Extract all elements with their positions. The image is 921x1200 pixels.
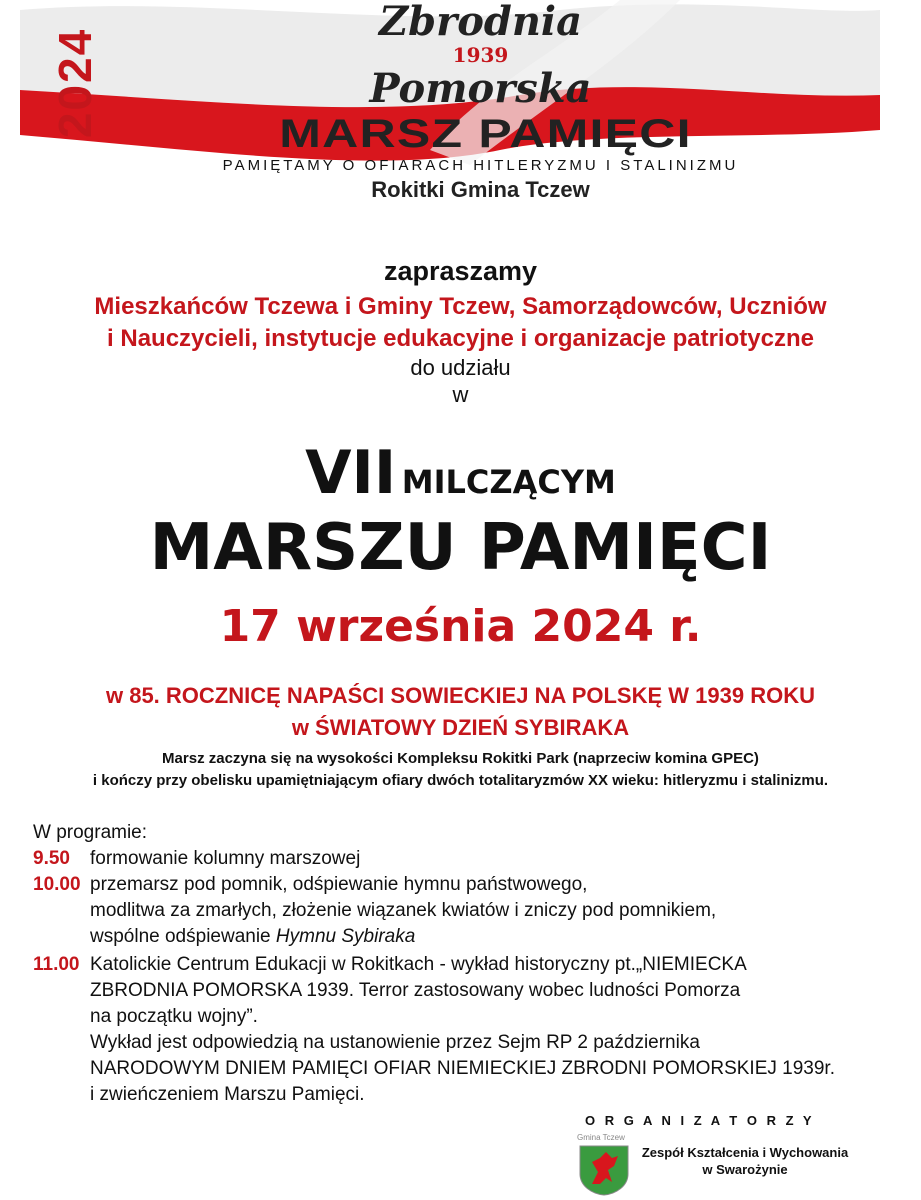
organizer-name-line1: Zespół Kształcenia i Wychowania <box>641 1145 849 1160</box>
march-title: MARSZ PAMIĘCI <box>279 112 692 156</box>
program-line <box>90 924 415 949</box>
event-date: 17 września 2024 r. <box>219 601 702 652</box>
program-line-text: wspólne odśpiewanie <box>90 926 276 947</box>
gmina-tczew-coat-of-arms-icon <box>578 1144 630 1196</box>
title-top: Zbrodnia <box>378 0 583 45</box>
organizer-name <box>640 1144 850 1178</box>
route2: i kończy przy obelisku upamiętniającym ofiary dwóch totalitaryzmów XX wieku: hitleryzmu i stalinizmu. <box>92 772 829 789</box>
occasion2: w ŚWIATOWY DZIEŃ SYBIRAKA <box>291 715 630 740</box>
program-line: formowanie kolumny marszowej <box>90 848 361 869</box>
invite-line1: Mieszkańców Tczewa i Gminy Tczew, Samorządowców, Uczniów <box>94 293 827 320</box>
hymn-title: Hymnu Sybiraka <box>275 926 416 947</box>
location: Rokitki Gmina Tczew <box>371 177 590 202</box>
organizer-name-line2: w Swarożynie <box>702 1162 788 1177</box>
title-bottom: Pomorska <box>369 65 592 112</box>
logo-label: Gmina Tczew <box>577 1133 625 1142</box>
invite-line2: i Nauczycieli, instytucje edukacyjne i organizacje patriotyczne <box>107 325 814 352</box>
route1: Marsz zaczyna się na wysokości Kompleksu Rokitki Park (naprzeciw komina GPEC) <box>162 750 759 767</box>
program-line: ZBRODNIA POMORSKA 1939. Terror zastosowany wobec ludności Pomorza <box>90 980 741 1001</box>
program-line: na początku wojny”. <box>90 1006 258 1027</box>
program-line: modlitwa za zmarłych, złożenie wiązanek kwiatów i zniczy pod pomnikiem, <box>90 900 717 921</box>
program-line: i zwieńczeniem Marszu Pamięci. <box>90 1084 365 1105</box>
event-name: MARSZU PAMIĘCI <box>149 511 772 585</box>
program-time: 11.00 <box>33 954 80 975</box>
tagline: PAMIĘTAMY O OFIARACH HITLERYZMU I STALINIZMU <box>222 157 739 174</box>
occasion1: w 85. ROCZNICĘ NAPAŚCI SOWIECKIEJ NA POLSKĘ W 1939 ROKU <box>105 683 815 708</box>
invite-lead: zapraszamy <box>383 256 538 286</box>
invite-line3: do udziału <box>410 355 511 380</box>
year-text: 2024 <box>49 27 101 139</box>
program-time: 9.50 <box>33 848 70 869</box>
program-line: Wykład jest odpowiedzią na ustanowienie przez Sejm RP 2 października <box>90 1032 700 1053</box>
program-line: przemarsz pod pomnik, odśpiewanie hymnu państwowego, <box>90 874 588 895</box>
program-line: NARODOWYM DNIEM PAMIĘCI OFIAR NIEMIECKIEJ ZBRODNI POMORSKIEJ 1939r. <box>90 1058 835 1079</box>
invite-line4: w <box>452 382 469 407</box>
event-number: VII <box>305 438 397 508</box>
organizers-heading: O R G A N I Z A T O R Z Y <box>585 1113 816 1128</box>
program-line: Katolickie Centrum Edukacji w Rokitkach - wykład historyczny pt.„NIEMIECKA <box>90 954 747 975</box>
program-time: 10.00 <box>33 874 81 895</box>
program-heading: W programie: <box>33 822 148 843</box>
event-adjective: MILCZĄCYM <box>401 463 616 501</box>
title-year: 1939 <box>452 43 509 67</box>
